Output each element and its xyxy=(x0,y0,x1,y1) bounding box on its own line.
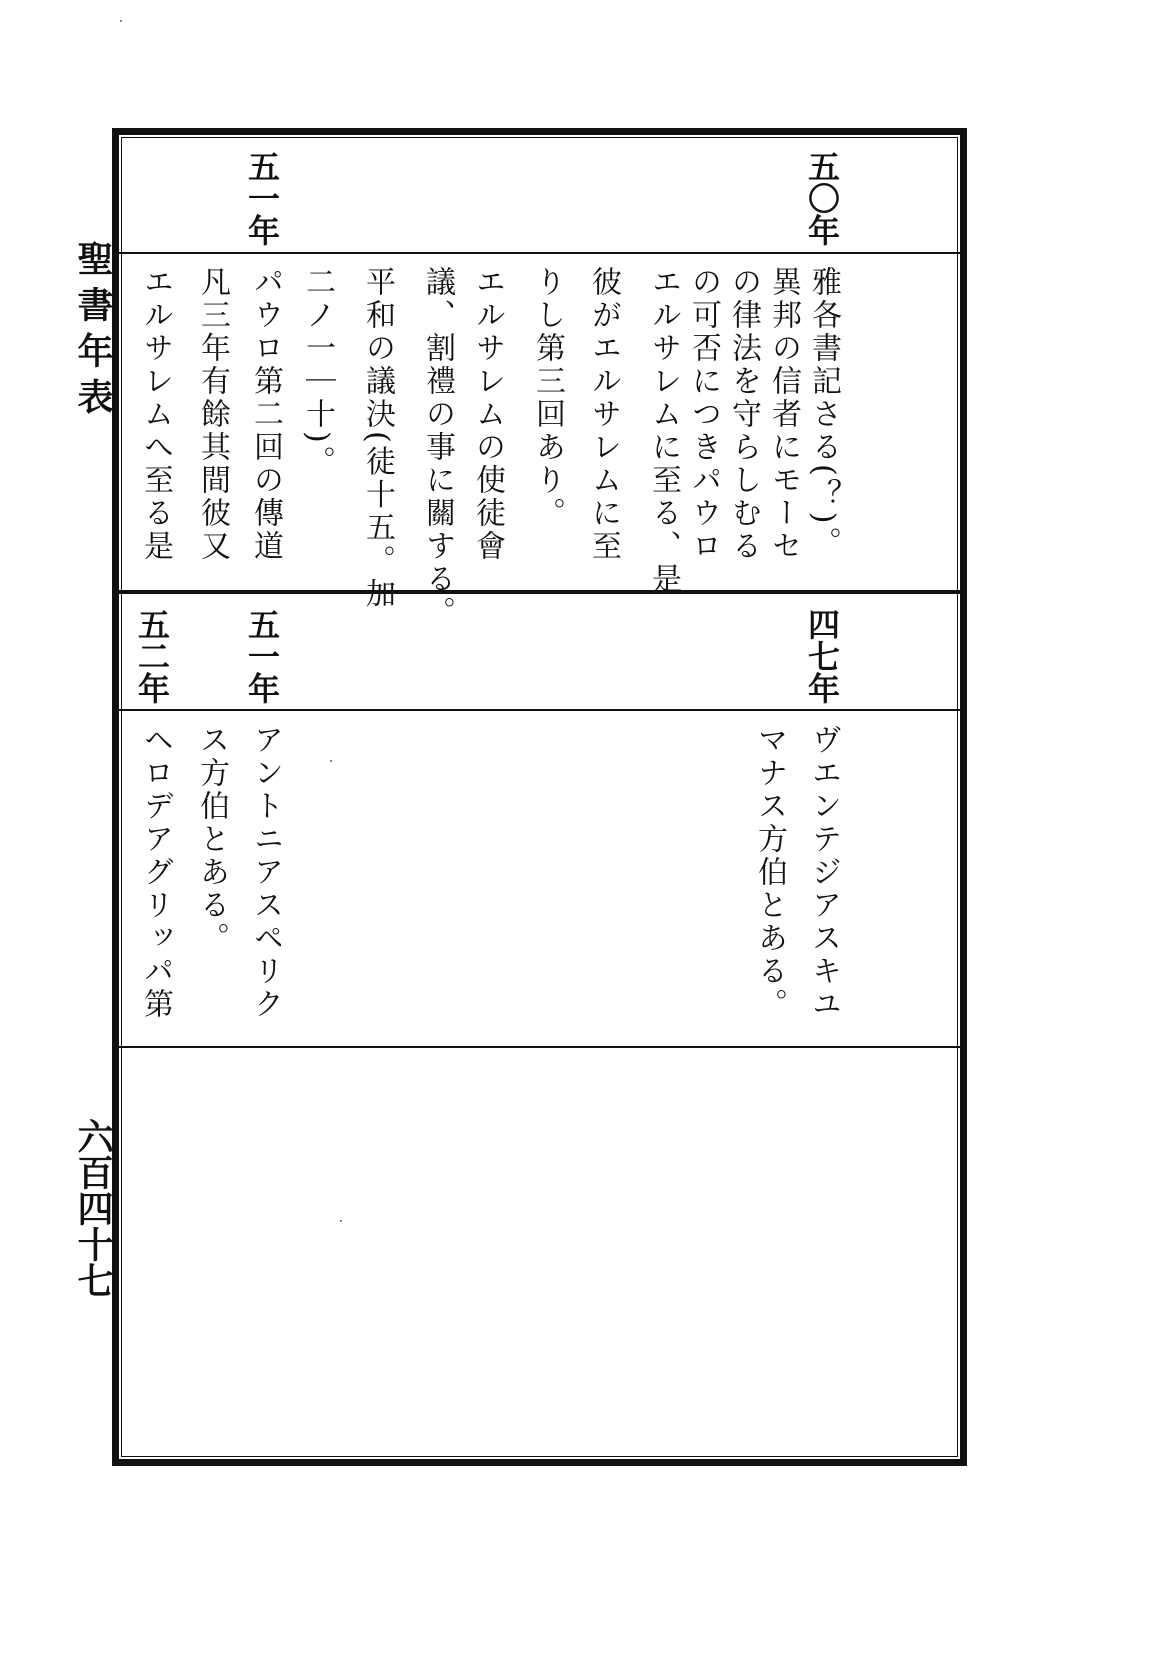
entry-column: りし第三回あり。 xyxy=(530,266,565,530)
entry-column: エルサレムへ至る是 xyxy=(138,266,173,563)
entry-column: マナス方伯とある。 xyxy=(752,724,787,1021)
divider-upper-header xyxy=(119,252,961,254)
scan-speck xyxy=(120,20,122,22)
year-heading-50: 五〇年 xyxy=(803,150,841,246)
divider-lower-header xyxy=(119,709,961,711)
entry-column: ヘロデアグリッパ第 xyxy=(138,724,173,1021)
entry-column: 凡三年有餘其間彼又 xyxy=(195,266,230,563)
entry-column: 議、割禮の事に關する。 xyxy=(420,266,455,629)
scan-speck xyxy=(340,1220,342,1222)
year-heading-52: 五二年 xyxy=(133,608,171,704)
entry-column: ヴエンテジアスキユ xyxy=(806,724,841,1021)
year-heading-47: 四七年 xyxy=(803,608,841,704)
divider-lower-end xyxy=(119,1046,961,1048)
running-title: 聖書年表 xyxy=(72,240,114,424)
entry-column: ス方伯とある。 xyxy=(194,724,229,955)
scan-speck xyxy=(330,760,332,762)
entry-column: パウロ第二回の傳道 xyxy=(248,266,283,563)
year-heading-51: 五一年 xyxy=(243,150,281,246)
entry-column: 平和の議決(徒十五。加 xyxy=(360,266,395,611)
year-heading-51-lower: 五一年 xyxy=(243,608,281,704)
page-number: 六百四十七 xyxy=(72,1118,114,1298)
entry-column: の律法を守らしむる xyxy=(726,266,761,563)
entry-column: アントニアスペリク xyxy=(248,724,283,1021)
entry-column: 彼がエルサレムに至 xyxy=(586,266,621,563)
entry-column: 異邦の信者にモーセ xyxy=(766,266,801,563)
entry-column: 二ノ一｜十)。 xyxy=(300,266,335,479)
entry-column: エルサレムに至る、是 xyxy=(646,266,681,596)
divider-section xyxy=(119,590,961,594)
entry-column: 雅各書記さる(？)。 xyxy=(806,266,841,560)
entry-column: エルサレムの使徒會 xyxy=(470,266,505,563)
entry-column: の可否につきパウロ xyxy=(686,266,721,563)
